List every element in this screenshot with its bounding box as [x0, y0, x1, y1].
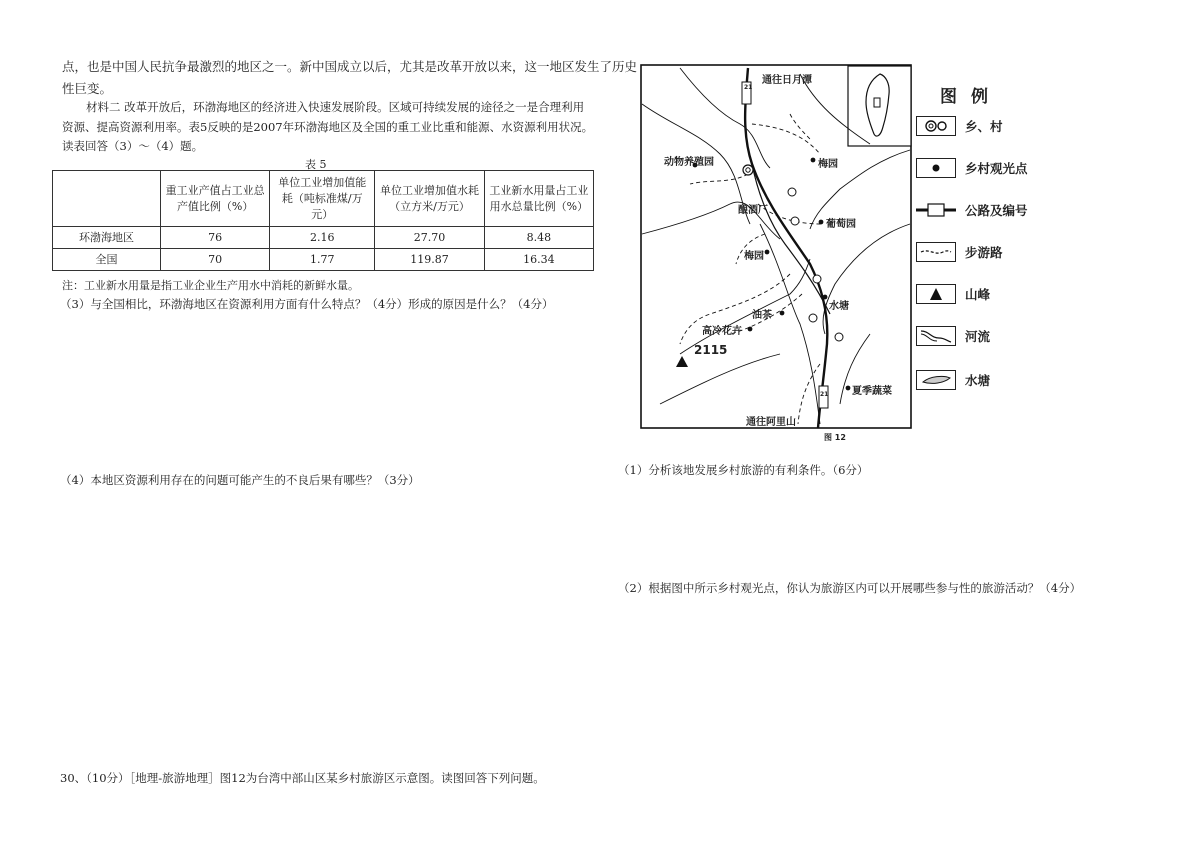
table-caption: 表 5 [305, 158, 327, 171]
table-header-cell: 重工业产值占工业总产值比例（%） [161, 171, 270, 227]
table-cell: 1.77 [270, 249, 375, 271]
table-cell: 8.48 [484, 227, 593, 249]
table-cell: 27.70 [375, 227, 485, 249]
river-icon [916, 326, 956, 346]
paragraph-line: 性巨变。 [62, 81, 113, 96]
table-cell: 76 [161, 227, 270, 249]
legend-label: 乡村观光点 [965, 161, 1028, 176]
legend-item-road [916, 198, 1028, 222]
map-label-plum-2: 梅园 [744, 251, 764, 262]
question-2: （2）根据图中所示乡村观光点，你认为旅游区内可以开展哪些参与性的旅游活动？（4分） [618, 581, 1082, 595]
table-row [53, 249, 594, 271]
triangle-icon [916, 284, 956, 304]
legend-item-village [916, 114, 1003, 138]
map-label-farm: 动物养殖园 [664, 157, 714, 168]
legend-item-trail [916, 240, 1003, 264]
tourism-map [640, 64, 912, 430]
map-label-flowers: 高冷花卉 [702, 326, 742, 337]
map-label-tea: 油茶 [752, 310, 772, 321]
legend-item-pond [916, 368, 990, 392]
table-cell: 环渤海地区 [53, 227, 161, 249]
road-icon [916, 200, 956, 220]
table-header-row [53, 171, 594, 227]
road-number: 21 [820, 391, 829, 398]
table-cell: 全国 [53, 249, 161, 271]
legend-item-sightseeing [916, 156, 1028, 180]
question-4: （4）本地区资源利用存在的问题可能产生的不良后果有哪些？（3分） [60, 473, 420, 487]
village-icon [916, 116, 956, 136]
table-note: 注：工业新水用量是指工业企业生产用水中消耗的新鲜水量。 [62, 279, 359, 292]
map-label-top: 通往日月潭 [762, 75, 812, 86]
table-row [53, 227, 594, 249]
pond-icon [916, 370, 956, 390]
table-header-cell [53, 171, 161, 227]
map-label-plum-1: 梅园 [818, 159, 838, 170]
paragraph-line: 材料二 改革开放后，环渤海地区的经济进入快速发展阶段。区域可持续发展的途径之一是合理利用 [86, 100, 585, 114]
legend-item-peak [916, 282, 990, 306]
figure-caption: 图 12 [824, 433, 846, 442]
paragraph-line: 资源、提高资源利用率。表5反映的是2007年环渤海地区及全国的重工业比重和能源、水资源利用状况。 [62, 120, 594, 134]
paragraph-line: 点，也是中国人民抗争最激烈的地区之一。新中国成立以后，尤其是改革开放以来，这一地区发生了历史 [62, 59, 638, 74]
table-cell: 70 [161, 249, 270, 271]
paragraph-line: 读表回答（3）～（4）题。 [62, 139, 204, 153]
question-30: 30、（10分）［地理-旅游地理］图12为台湾中部山区某乡村旅游区示意图。读图回答下列问题。 [60, 771, 545, 785]
map-label-veg: 夏季蔬菜 [852, 386, 892, 397]
legend-label: 步游路 [965, 245, 1003, 260]
table-header-cell: 工业新水用量占工业用水总量比例（%） [484, 171, 593, 227]
road-number: 21 [744, 84, 753, 91]
legend-label: 山峰 [965, 287, 991, 302]
map-label-winery: 酿酒厂 [738, 205, 768, 216]
table-cell: 119.87 [375, 249, 485, 271]
legend-label: 河流 [965, 329, 991, 344]
map-label-grape: 葡萄园 [826, 219, 856, 230]
legend-label: 水塘 [965, 373, 991, 388]
legend-title: 图例 [940, 87, 1002, 107]
dot-icon [916, 158, 956, 178]
map-label-peak: 2115 [694, 343, 728, 357]
question-1: （1）分析该地发展乡村旅游的有利条件。（6分） [618, 463, 869, 477]
table-header-cell: 单位工业增加值能耗（吨标准煤/万元） [270, 171, 375, 227]
legend-label: 乡、村 [965, 119, 1003, 134]
table-header-cell: 单位工业增加值水耗（立方米/万元） [375, 171, 485, 227]
trail-icon [916, 242, 956, 262]
question-3: （3）与全国相比，环渤海地区在资源利用方面有什么特点？（4分）形成的原因是什么？（4分） [60, 297, 554, 311]
table-cell: 2.16 [270, 227, 375, 249]
map-label-pond: 水塘 [829, 301, 849, 312]
data-table [52, 170, 594, 271]
legend-item-river [916, 324, 990, 348]
legend-label: 公路及编号 [965, 203, 1028, 218]
map-label-bottom: 通往阿里山 [746, 417, 796, 428]
table-cell: 16.34 [484, 249, 593, 271]
